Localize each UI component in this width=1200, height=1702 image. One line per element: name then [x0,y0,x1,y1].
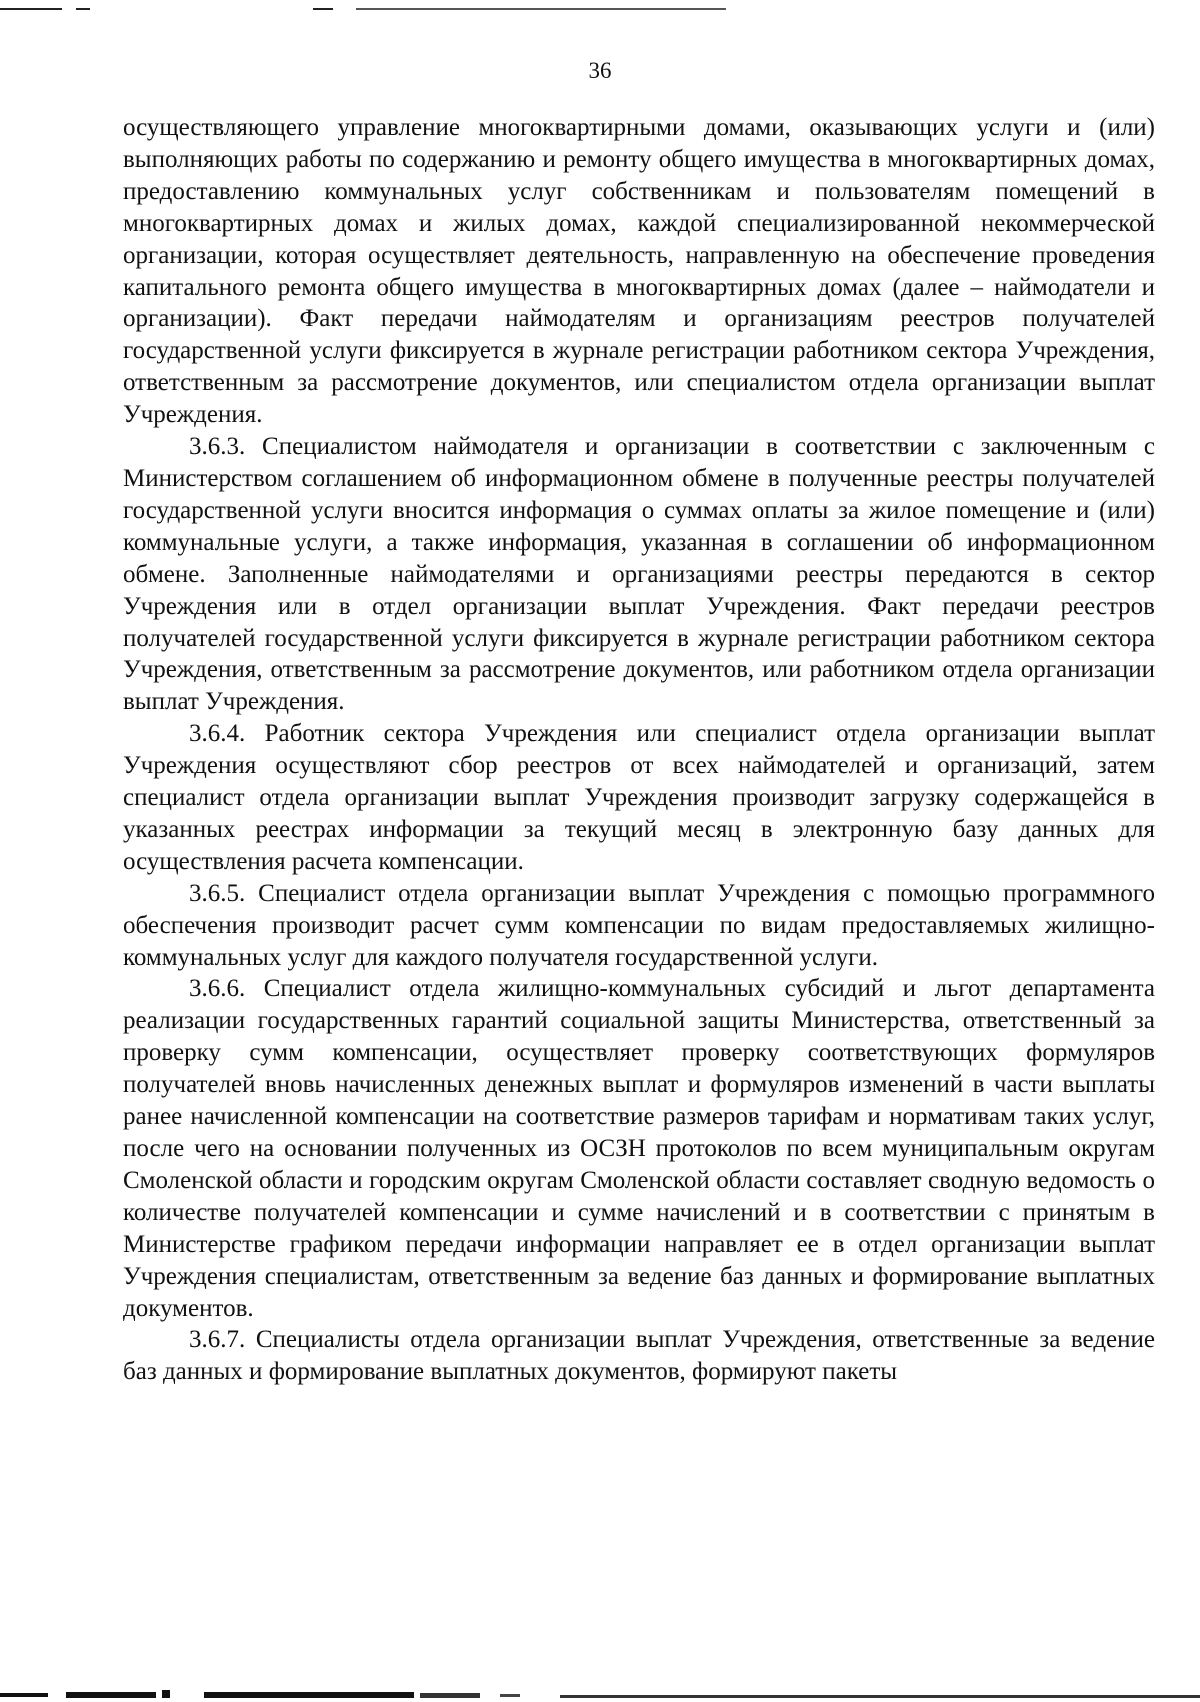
paragraph-3-6-4: 3.6.4. Работник сектора Учреждения или специалист отдела организации выплат Учреждения осуществляют сбор реестров от всех наймодателей и организаций, затем специалист отдела организации выплат Учреждения производит загрузку содержащейся в указанных реестрах информации за текущий месяц в электронную базу данных для осуществления расчета компенсации. [123,720,1155,875]
scan-artifact-bottom [0,1690,1200,1700]
scan-artifact-top [0,8,1200,11]
paragraph-3-6-5: 3.6.5. Специалист отдела организации выплат Учреждения с помощью программного обеспечения производит расчет сумм компенсации по видам предоставляемых жилищно-коммунальных услуг для каждого получателя государственной услуги. [123,879,1155,971]
document-body [123,112,1155,1388]
paragraph-3-6-3: 3.6.3. Специалистом наймодателя и организации в соответствии с заключенным с Министерством соглашением об информационном обмене в полученные реестры получателей государственной услуги вносится информация о суммах оплаты за жилое помещение и (или) коммунальные услуги, а также информация, указанная в соглашении об информационном обмене. Заполненные наймодателями и организациями реестры передаются в сектор Учреждения или в отдел организации выплат Учреждения. Факт передачи реестров получателей государственной услуги фиксируется в журнале регистрации работником сектора Учреждения, ответственным за рассмотрение документов, или работником отдела организации выплат Учреждения. [123,433,1155,716]
paragraph-3-6-7: 3.6.7. Специалисты отдела организации выплат Учреждения, ответственные за ведение баз данных и формирование выплатных документов, формируют пакеты [123,1326,1155,1386]
paragraph-continuation: осуществляющего управление многоквартирными домами, оказывающих услуги и (или) выполняющих работы по содержанию и ремонту общего имущества в многоквартирных домах, предоставлению коммунальных услуг собственникам и пользователям помещений в многоквартирных домах и жилых домах, каждой специализированной некоммерческой организации, которая осуществляет деятельность, направленную на обеспечение проведения капитального ремонта общего имущества в многоквартирных домах (далее – наймодатели и организации). Факт передачи наймодателям и организациям реестров получателей государственной услуги фиксируется в журнале регистрации работником сектора Учреждения, ответственным за рассмотрение документов, или специалистом отдела организации выплат Учреждения. [123,114,1155,429]
paragraph-3-6-6: 3.6.6. Специалист отдела жилищно-коммунальных субсидий и льгот департамента реализации государственных гарантий социальной защиты Министерства, ответственный за проверку сумм компенсации, осуществляет проверку соответствующих формуляров получателей вновь начисленных денежных выплат и формуляров изменений в части выплаты ранее начисленной компенсации на соответствие размеров тарифам и нормативам таких услуг, после чего на основании полученных из ОСЗН протоколов по всем муниципальным округам Смоленской области и городским округам Смоленской области составляет сводную ведомость о количестве получателей компенсации и сумме начислений и в соответствии с принятым в Министерстве графиком передачи информации направляет ее в отдел организации выплат Учреждения специалистам, ответственным за ведение баз данных и формирование выплатных документов. [123,975,1155,1322]
page-number: 36 [588,58,612,83]
